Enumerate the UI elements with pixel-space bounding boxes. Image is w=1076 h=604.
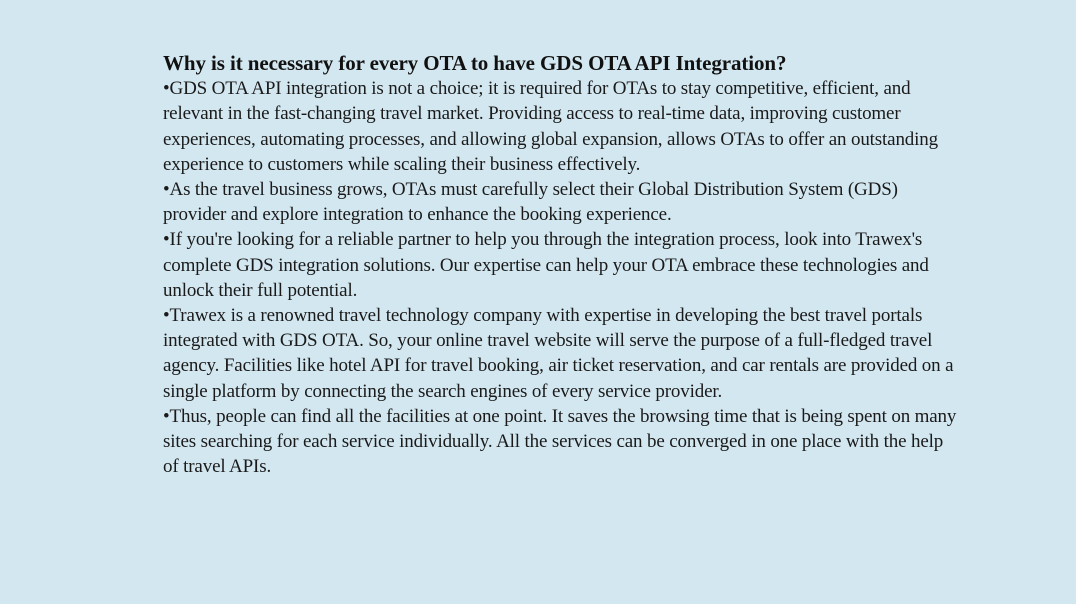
slide-heading: Why is it necessary for every OTA to have GDS OTA API Integration? bbox=[163, 51, 787, 75]
bullet-text: As the travel business grows, OTAs must carefully select their Global Distribution System (GDS) provider and explore integration to enhance the booking experience. bbox=[163, 179, 898, 226]
bullet-text: Trawex is a renowned travel technology company with expertise in developing the best travel portals integrated with GDS OTA. So, your online travel website will serve the purpose of a full-fledged travel agency. Facilities like hotel API for travel booking, air ticket reservation, and car rentals are provided on a single platform by connecting the search engines of every service provider. bbox=[163, 305, 954, 402]
bullet-text: Thus, people can find all the facilities at one point. It saves the browsing time that is being spent on many sites searching for each service individually. All the services can be converged in one place with the help of travel APIs. bbox=[163, 405, 957, 478]
bullet-item bbox=[163, 177, 963, 227]
bullet-mark: • bbox=[163, 78, 170, 100]
bullet-list bbox=[163, 76, 963, 479]
bullet-text: GDS OTA API integration is not a choice; it is required for OTAs to stay competitive, efficient, and relevant in the fast-changing travel market. Providing access to real-time data, improving customer experiences, automating processes, and allowing global expansion, allows OTAs to offer an outstanding experience to customers while scaling their business effectively. bbox=[163, 78, 938, 175]
bullet-text: If you're looking for a reliable partner to help you through the integration process, look into Trawex's complete GDS integration solutions. Our expertise can help your OTA embrace these technologies and unlock their full potential. bbox=[163, 229, 929, 301]
bullet-item bbox=[163, 227, 963, 303]
bullet-mark: • bbox=[163, 229, 170, 251]
bullet-item bbox=[163, 404, 963, 480]
bullet-mark: • bbox=[163, 179, 170, 201]
bullet-item bbox=[163, 76, 963, 177]
bullet-item bbox=[163, 303, 963, 404]
slide-content bbox=[163, 51, 963, 479]
bullet-mark: • bbox=[163, 305, 170, 327]
bullet-mark: • bbox=[163, 405, 170, 427]
